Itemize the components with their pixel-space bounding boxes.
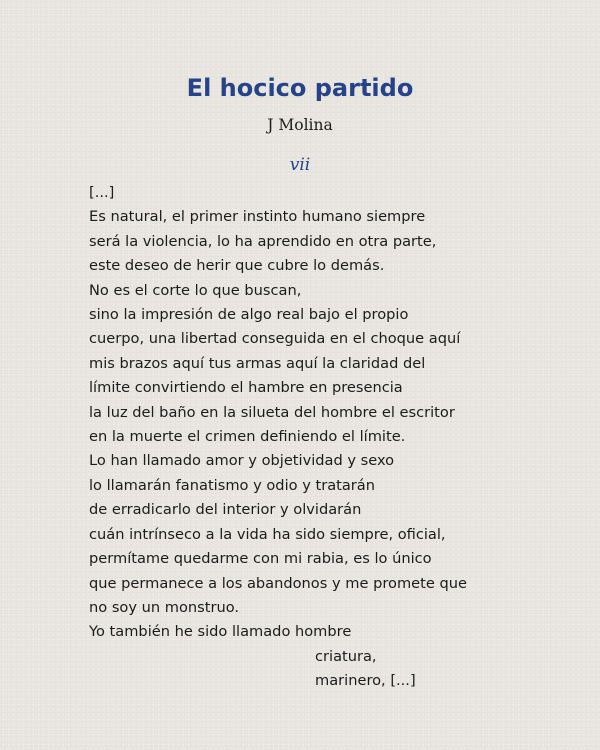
- poem-line: cuerpo, una libertad conseguida en el choque aquí: [89, 330, 461, 348]
- poem-line: no soy un monstruo.: [89, 598, 240, 616]
- poem-line: permítame quedarme con mi rabia, es lo único: [89, 550, 432, 568]
- poem-line: la luz del baño en la silueta del hombre el escritor: [89, 403, 455, 421]
- poem-line: No es el corte lo que buscan,: [89, 281, 302, 299]
- author-name: J Molina: [267, 116, 333, 134]
- poem-line: mis brazos aquí tus armas aquí la claridad del: [89, 354, 426, 372]
- poem-line: de erradicarlo del interior y olvidarán: [89, 501, 362, 519]
- poem-line: en la muerte el crimen definiendo el límite.: [89, 428, 406, 446]
- poem-line: que permanece a los abandonos y me promete que: [89, 574, 467, 592]
- poem-line: sino la impresión de algo real bajo el propio: [89, 306, 409, 324]
- poem-line: límite convirtiendo el hambre en presencia: [89, 379, 403, 397]
- poem-line-indented: marinero, [...]: [315, 672, 416, 690]
- poem-line-indented: criatura,: [315, 647, 377, 665]
- poem-line: este deseo de herir que cubre lo demás.: [89, 257, 385, 275]
- poem-body: [89, 181, 589, 694]
- poem-line: Yo también he sido llamado hombre: [89, 623, 352, 641]
- poem-line: será la violencia, lo ha aprendido en otra parte,: [89, 232, 437, 250]
- poem-line: Lo han llamado amor y objetividad y sexo: [89, 452, 395, 470]
- poem-line: Es natural, el primer instinto humano siempre: [89, 208, 426, 226]
- poem-line: cuán intrínseco a la vida ha sido siempre, oficial,: [89, 525, 446, 543]
- section-number: vii: [289, 155, 311, 175]
- poem-line: [...]: [89, 184, 115, 201]
- poem-line: lo llamarán fanatismo y odio y tratarán: [89, 476, 375, 494]
- poem-title: El hocico partido: [186, 74, 414, 102]
